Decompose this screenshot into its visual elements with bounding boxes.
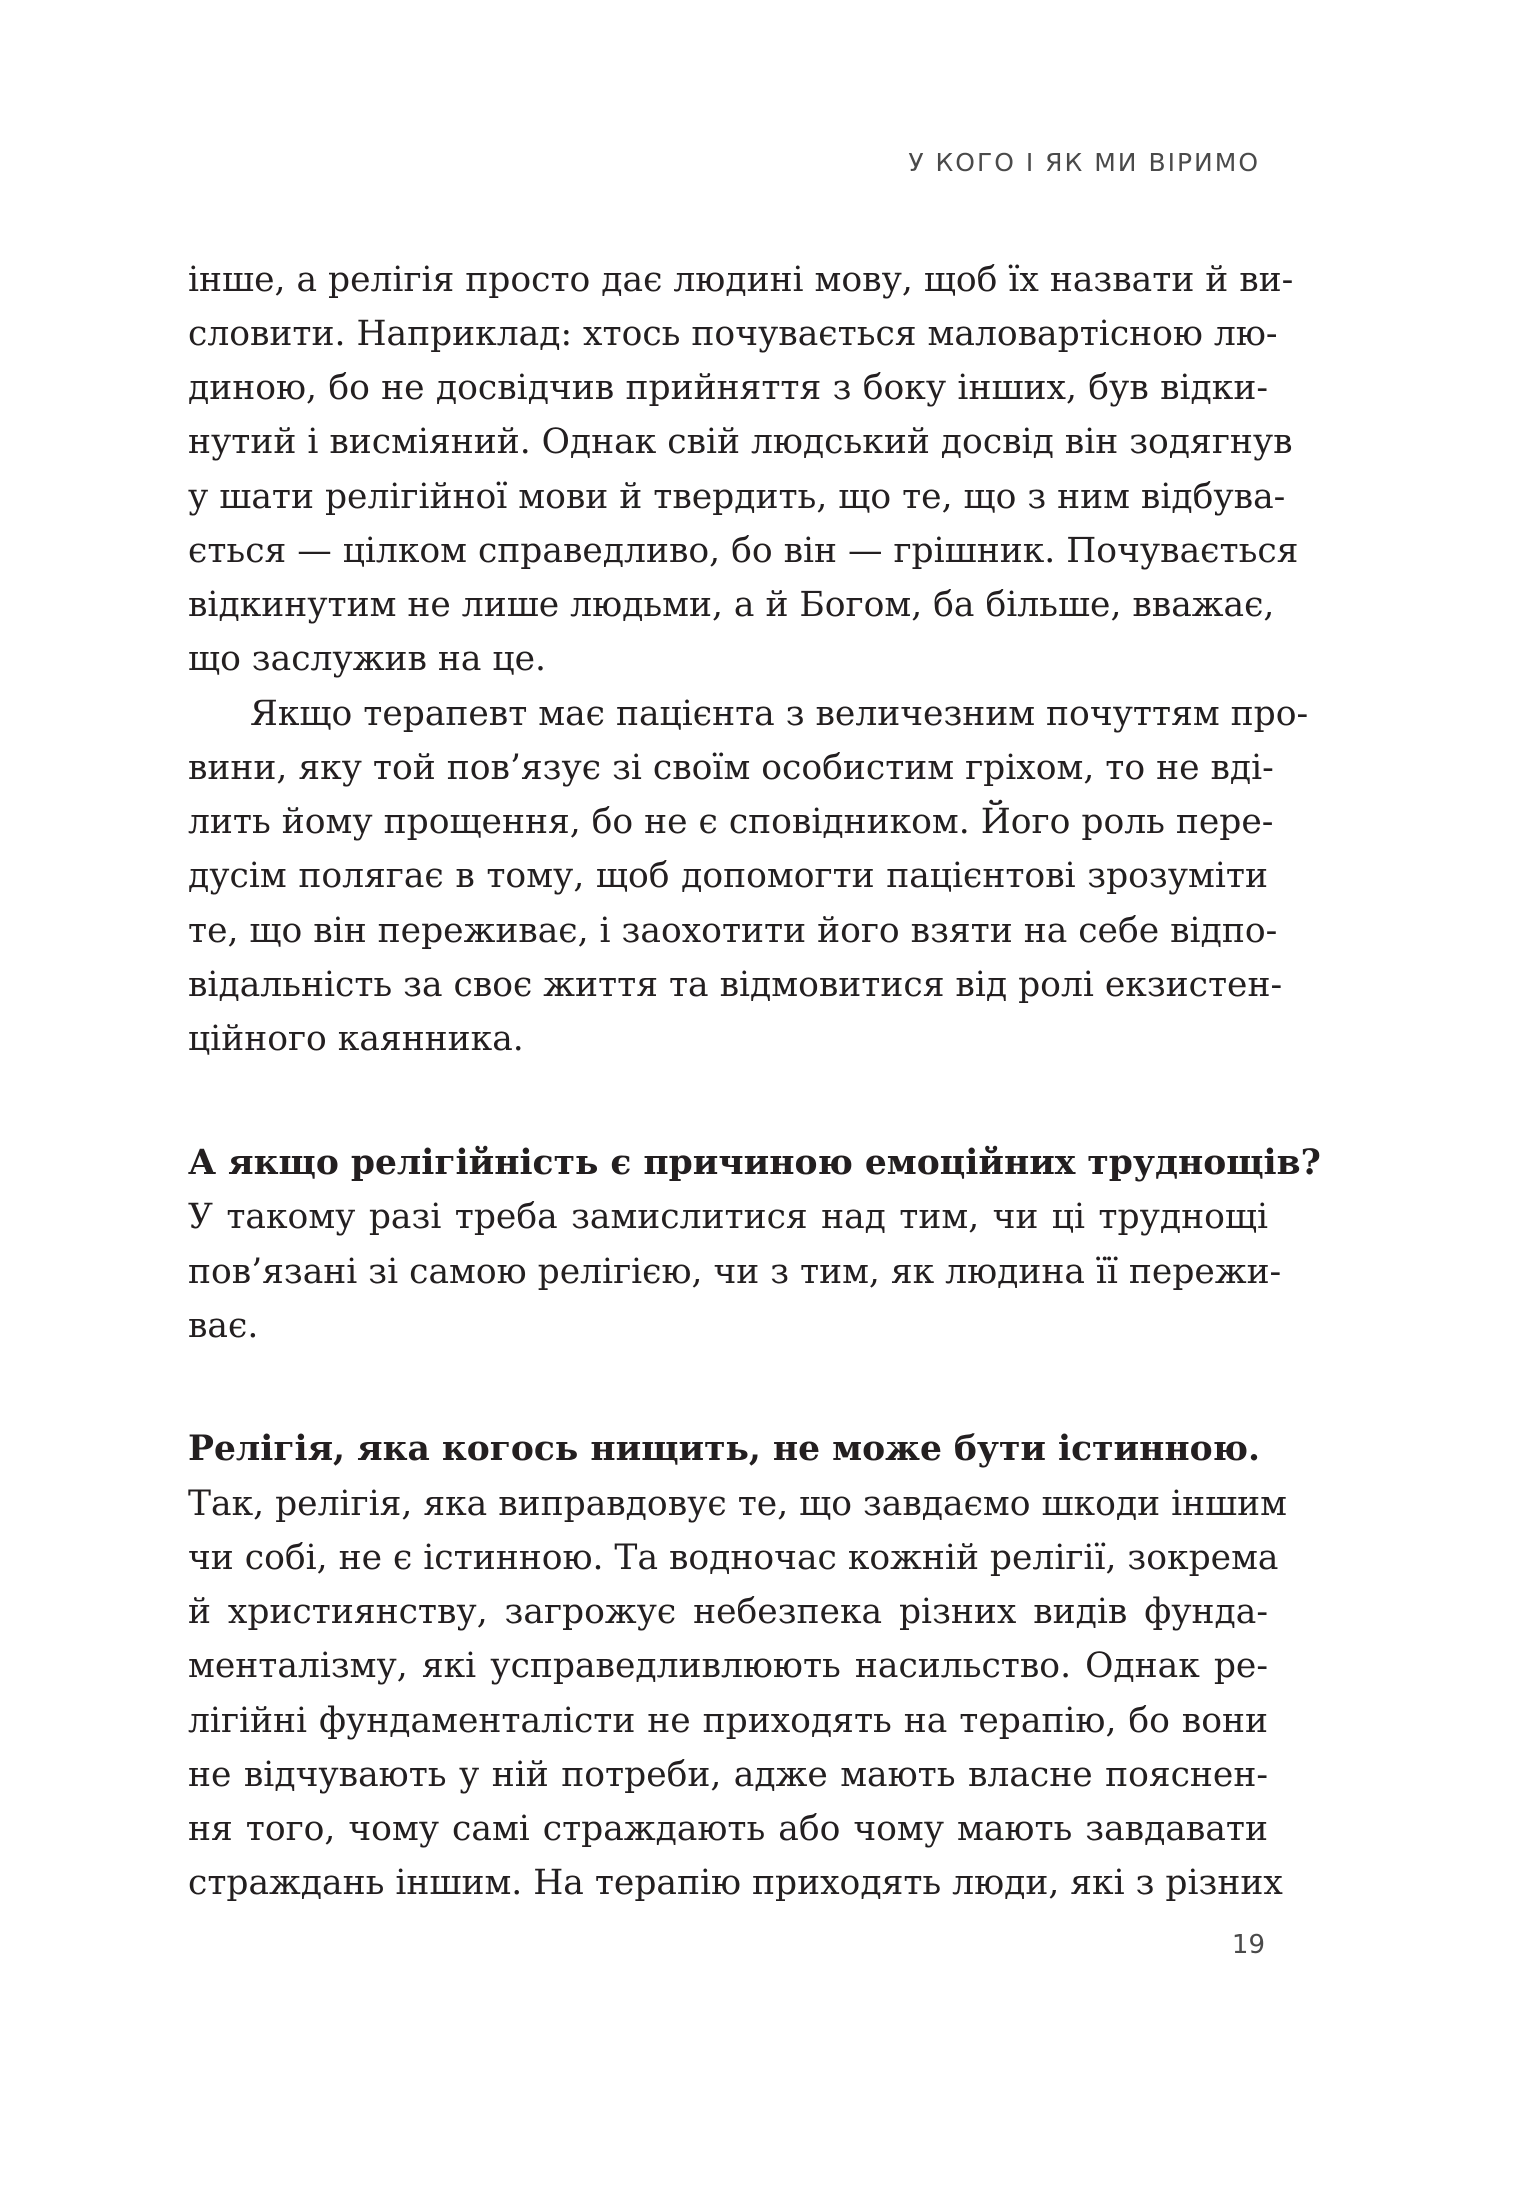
text-line: Так, релігія, яка виправдовує те, що завдаємо шкоди іншим xyxy=(188,1484,1288,1524)
text-line: те, що він переживає, і заохотити його взяти на себе відпо- xyxy=(188,911,1278,951)
text-line: відальність за своє життя та відмовитися від ролі екзистен- xyxy=(188,965,1283,1005)
text-line: у шати релігійної мови й твердить, що те, що з ним відбува- xyxy=(188,477,1286,517)
text-line: У такому разі треба замислитися над тим, чи ці труднощі xyxy=(188,1197,1268,1237)
text-line: лігійні фундаменталісти не приходять на терапію, бо вони xyxy=(188,1701,1268,1741)
text-line: ня того, чому самі страждають або чому мають завдавати xyxy=(188,1809,1268,1849)
text-line: страждань іншим. На терапію приходять люди, які з різних xyxy=(188,1863,1283,1903)
text-line: пов’язані зі самою релігією, чи з тим, як людина її пережи- xyxy=(188,1252,1282,1292)
question-heading: А якщо релігійність є причиною емоційних труднощів? xyxy=(188,1143,1321,1183)
text-line: вини, яку той пов’язує зі своїм особистим гріхом, то не вді- xyxy=(188,748,1274,788)
running-head: У КОГО І ЯК МИ ВІРИМО xyxy=(908,148,1260,177)
text-line: Якщо терапевт має пацієнта з величезним почуттям про- xyxy=(250,694,1309,734)
text-line: менталізму, які усправедливлюють насильство. Однак ре- xyxy=(188,1646,1268,1686)
text-line: не відчувають у ній потреби, адже мають власне пояснен- xyxy=(188,1755,1268,1795)
text-line: ває. xyxy=(188,1306,259,1346)
text-line: дусім полягає в тому, щоб допомогти пацієнтові зрозуміти xyxy=(188,856,1268,896)
text-line: лить йому прощення, бо не є сповідником. Його роль пере- xyxy=(188,802,1274,842)
text-line: нутий і висміяний. Однак свій людський досвід він зодягнув xyxy=(188,422,1293,462)
text-line: й християнству, загрожує небезпека різних видів фунда- xyxy=(188,1592,1268,1632)
text-line: диною, бо не досвідчив прийняття з боку інших, був відки- xyxy=(188,368,1268,408)
text-line: словити. Наприклад: хтось почувається маловартісною лю- xyxy=(188,314,1278,354)
text-line: ється — цілком справедливо, бо він — грішник. Почувається xyxy=(188,531,1299,571)
text-line: ційного каянника. xyxy=(188,1019,524,1059)
text-line: інше, а релігія просто дає людині мову, щоб їх назвати й ви- xyxy=(188,260,1294,300)
question-heading: Релігія, яка когось нищить, не може бути істинною. xyxy=(188,1429,1260,1469)
text-line: що заслужив на це. xyxy=(188,639,546,679)
page-number: 19 xyxy=(1231,1930,1265,1960)
text-line: чи собі, не є істинною. Та водночас кожній релігії, зокрема xyxy=(188,1538,1279,1578)
text-line: відкинутим не лише людьми, а й Богом, ба більше, вважає, xyxy=(188,585,1275,625)
